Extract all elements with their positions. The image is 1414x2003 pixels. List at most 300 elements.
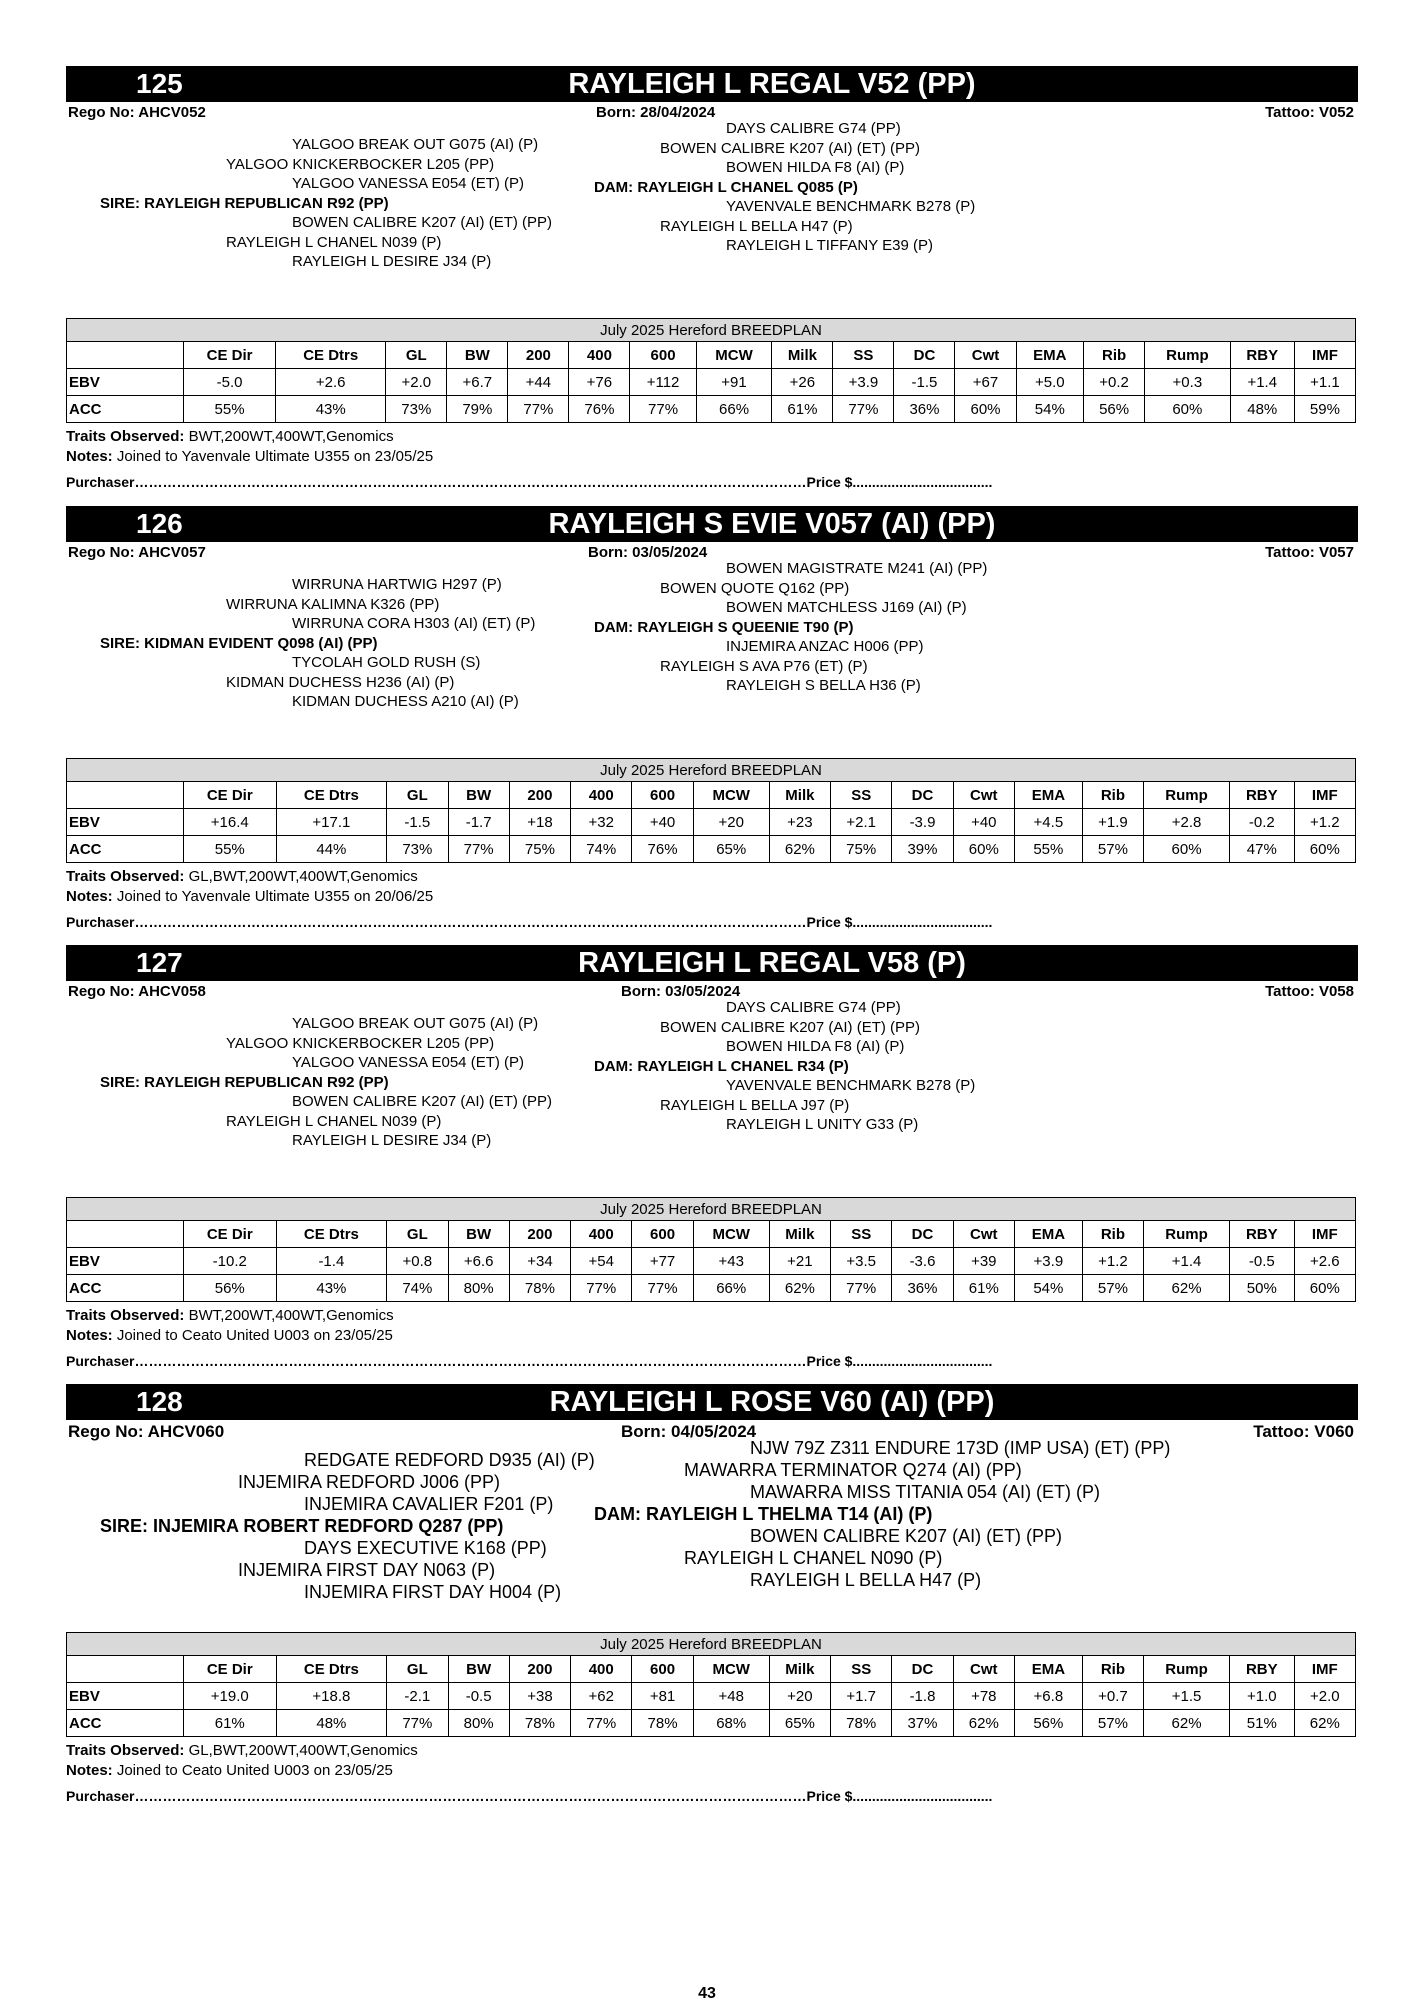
- sire-pedigree-line: REDGATE REDFORD D935 (AI) (P): [304, 1450, 595, 1470]
- trait-column-header: DC: [894, 342, 955, 369]
- sire-pedigree-line: INJEMIRA FIRST DAY H004 (P): [304, 1582, 562, 1602]
- ebv-value: +16.4: [184, 809, 277, 836]
- purchaser-price-line[interactable]: Purchaser………………………………………………………………………………………………………………………………Price $....................................: [66, 1788, 993, 1804]
- ebv-value: +0.2: [1084, 369, 1145, 396]
- page-number: 43: [698, 1985, 716, 2002]
- birth-date: Born: 28/04/2024: [596, 104, 716, 121]
- ebv-value: +26: [772, 369, 833, 396]
- acc-value: 60%: [1294, 1275, 1355, 1302]
- acc-value: 65%: [769, 1710, 830, 1737]
- traits-observed: [66, 1742, 418, 1759]
- trait-column-header: Cwt: [953, 1656, 1014, 1683]
- trait-column-header: BW: [448, 1656, 509, 1683]
- trait-column-header: DC: [892, 1221, 953, 1248]
- notes: [66, 448, 433, 465]
- lot-number: 125: [136, 68, 183, 99]
- sire-pedigree-line: WIRRUNA HARTWIG H297 (P): [292, 576, 502, 593]
- trait-column-header: IMF: [1294, 342, 1355, 369]
- traits-value: GL,BWT,200WT,400WT,Genomics: [188, 868, 418, 885]
- lot-title: RAYLEIGH S EVIE V057 (AI) (PP): [548, 508, 996, 540]
- ebv-value: +20: [769, 1683, 830, 1710]
- sire-pedigree-line: YALGOO VANESSA E054 (ET) (P): [292, 175, 525, 192]
- dam-pedigree-line: BOWEN HILDA F8 (AI) (P): [726, 159, 905, 176]
- rego-number: Rego No: AHCV060: [68, 1422, 225, 1441]
- sire-pedigree-line: RAYLEIGH L CHANEL N039 (P): [226, 1112, 442, 1130]
- trait-column-header: MCW: [693, 1656, 769, 1683]
- acc-value: 48%: [276, 1710, 387, 1737]
- sire-pedigree-line: YALGOO VANESSA E054 (ET) (P): [292, 1054, 525, 1071]
- sire-pedigree-line: RAYLEIGH L DESIRE J34 (P): [292, 1132, 492, 1149]
- row-label-ebv: EBV: [67, 1248, 184, 1275]
- acc-value: 60%: [1145, 396, 1231, 423]
- trait-column-header: SS: [831, 1656, 892, 1683]
- dam-pedigree-line: RAYLEIGH S AVA P76 (ET) (P): [660, 657, 868, 675]
- trait-column-header: BW: [447, 342, 508, 369]
- acc-value: 44%: [276, 836, 387, 863]
- trait-column-header: EMA: [1014, 1656, 1082, 1683]
- trait-column-header: 400: [569, 342, 630, 369]
- acc-value: 77%: [571, 1275, 632, 1302]
- dam-pedigree-line: INJEMIRA ANZAC H006 (PP): [726, 638, 924, 655]
- ebv-value: -10.2: [184, 1248, 277, 1275]
- traits-value: BWT,200WT,400WT,Genomics: [188, 428, 394, 445]
- trait-column-header: Milk: [769, 782, 830, 809]
- lot-number: 128: [136, 1386, 183, 1417]
- acc-value: 39%: [892, 836, 953, 863]
- trait-column-header: Rump: [1145, 342, 1231, 369]
- ebv-value: +91: [696, 369, 772, 396]
- ebv-value: +62: [571, 1683, 632, 1710]
- acc-value: 62%: [1144, 1710, 1230, 1737]
- sire-pedigree-line: SIRE: RAYLEIGH REPUBLICAN R92 (PP): [100, 1073, 389, 1091]
- trait-column-header: 400: [571, 1656, 632, 1683]
- lot-number: 126: [136, 508, 183, 539]
- rego-number: Rego No: AHCV058: [68, 983, 206, 1000]
- tattoo: Tattoo: V057: [1265, 544, 1354, 561]
- ebv-value: +40: [953, 809, 1014, 836]
- trait-column-header: Milk: [769, 1221, 830, 1248]
- trait-column-header: GL: [387, 782, 448, 809]
- registration-line: [66, 981, 1358, 1001]
- sire-pedigree-line: KIDMAN DUCHESS A210 (AI) (P): [292, 693, 519, 710]
- lot-title: RAYLEIGH L ROSE V60 (AI) (PP): [549, 1386, 995, 1418]
- acc-value: 56%: [184, 1275, 277, 1302]
- dam-pedigree-line: BOWEN CALIBRE K207 (AI) (ET) (PP): [750, 1526, 1063, 1546]
- sire-pedigree-line: YALGOO KNICKERBOCKER L205 (PP): [226, 1034, 495, 1052]
- lot-header: [66, 945, 1358, 981]
- ebv-value: +1.9: [1082, 809, 1143, 836]
- ebv-value: +44: [508, 369, 569, 396]
- row-label-ebv: EBV: [67, 369, 184, 396]
- trait-column-header: CE Dir: [184, 1656, 277, 1683]
- ebv-value: +4.5: [1014, 809, 1082, 836]
- ebv-value: +43: [693, 1248, 769, 1275]
- row-label-ebv: EBV: [67, 809, 184, 836]
- acc-value: 62%: [953, 1710, 1014, 1737]
- trait-column-header: Cwt: [953, 782, 1014, 809]
- notes-label: Notes:: [66, 448, 113, 465]
- acc-value: 62%: [1294, 1710, 1355, 1737]
- ebv-value: +2.1: [831, 809, 892, 836]
- lot-header: [66, 1384, 1358, 1420]
- ebv-value: +3.5: [831, 1248, 892, 1275]
- acc-value: 75%: [509, 836, 570, 863]
- traits-label: Traits Observed:: [66, 1307, 185, 1324]
- pedigree: [66, 122, 1358, 307]
- ebv-value: -5.0: [184, 369, 276, 396]
- birth-date: Born: 04/05/2024: [621, 1422, 757, 1441]
- ebv-value: -1.8: [892, 1683, 953, 1710]
- dam-pedigree-line: YAVENVALE BENCHMARK B278 (P): [726, 198, 976, 215]
- acc-value: 77%: [632, 1275, 693, 1302]
- acc-value: 57%: [1082, 1275, 1143, 1302]
- sire-pedigree-line: SIRE: INJEMIRA ROBERT REDFORD Q287 (PP): [100, 1516, 504, 1536]
- trait-column-header: Rump: [1144, 782, 1230, 809]
- dam-pedigree-line: DAM: RAYLEIGH S QUEENIE T90 (P): [594, 618, 854, 636]
- acc-value: 62%: [1144, 1275, 1230, 1302]
- ebv-value: +2.0: [386, 369, 447, 396]
- row-label-acc: ACC: [67, 396, 184, 423]
- acc-value: 73%: [387, 836, 448, 863]
- ebv-value: +6.6: [448, 1248, 509, 1275]
- acc-value: 43%: [276, 396, 386, 423]
- notes: [66, 1327, 393, 1344]
- dam-pedigree-line: DAYS CALIBRE G74 (PP): [726, 120, 901, 137]
- dam-pedigree-line: BOWEN CALIBRE K207 (AI) (ET) (PP): [660, 1018, 921, 1036]
- trait-column-header: GL: [387, 1656, 448, 1683]
- trait-column-header: Rump: [1144, 1656, 1230, 1683]
- trait-column-header: IMF: [1294, 1656, 1355, 1683]
- acc-value: 57%: [1082, 1710, 1143, 1737]
- ebv-value: +1.1: [1294, 369, 1355, 396]
- ebv-value: +6.8: [1014, 1683, 1082, 1710]
- ebv-value: +34: [509, 1248, 570, 1275]
- ebv-value: +1.2: [1082, 1248, 1143, 1275]
- acc-value: 80%: [448, 1275, 509, 1302]
- acc-value: 65%: [693, 836, 769, 863]
- ebv-value: +78: [953, 1683, 1014, 1710]
- breedplan-table: [66, 758, 1356, 863]
- ebv-value: -3.9: [892, 809, 953, 836]
- pedigree: [66, 1001, 1358, 1186]
- acc-value: 43%: [276, 1275, 387, 1302]
- ebv-value: +18.8: [276, 1683, 387, 1710]
- sire-pedigree-line: BOWEN CALIBRE K207 (AI) (ET) (PP): [292, 1093, 553, 1110]
- sire-pedigree-line: YALGOO BREAK OUT G075 (AI) (P): [292, 1015, 539, 1032]
- registration-line: [66, 542, 1358, 562]
- breedplan-caption: July 2025 Hereford BREEDPLAN: [67, 319, 1356, 342]
- ebv-value: +3.9: [1014, 1248, 1082, 1275]
- registration-line: [66, 1420, 1358, 1440]
- acc-value: 78%: [509, 1710, 570, 1737]
- sire-pedigree-line: WIRRUNA KALIMNA K326 (PP): [226, 595, 440, 613]
- birth-date: Born: 03/05/2024: [621, 983, 741, 1000]
- acc-value: 36%: [892, 1275, 953, 1302]
- ebv-value: +40: [632, 809, 693, 836]
- trait-column-header: RBY: [1230, 342, 1294, 369]
- trait-column-header: Rib: [1084, 342, 1145, 369]
- traits-label: Traits Observed:: [66, 868, 185, 885]
- birth-date: Born: 03/05/2024: [588, 544, 708, 561]
- acc-value: 54%: [1014, 1275, 1082, 1302]
- row-label-acc: ACC: [67, 1275, 184, 1302]
- trait-column-header: GL: [387, 1221, 448, 1248]
- acc-value: 59%: [1294, 396, 1355, 423]
- purchaser-price-line[interactable]: Purchaser………………………………………………………………………………………………………………………………Price $....................................: [66, 914, 993, 930]
- acc-value: 57%: [1082, 836, 1143, 863]
- registration-line: [66, 102, 1358, 122]
- ebv-value: +1.7: [831, 1683, 892, 1710]
- trait-column-header: 400: [571, 1221, 632, 1248]
- ebv-value: -2.1: [387, 1683, 448, 1710]
- notes-value: Joined to Yavenvale Ultimate U355 on 23/05/25: [116, 448, 434, 465]
- dam-pedigree-line: BOWEN CALIBRE K207 (AI) (ET) (PP): [660, 139, 921, 157]
- acc-value: 66%: [696, 396, 772, 423]
- sire-pedigree-line: KIDMAN DUCHESS H236 (AI) (P): [226, 673, 455, 691]
- lot-section: [66, 66, 1358, 490]
- trait-column-header: GL: [386, 342, 447, 369]
- trait-column-header: CE Dtrs: [276, 1656, 387, 1683]
- acc-value: 56%: [1014, 1710, 1082, 1737]
- notes-value: Joined to Yavenvale Ultimate U355 on 20/06/25: [116, 888, 434, 905]
- lot-section: [66, 506, 1358, 930]
- sire-pedigree-line: SIRE: RAYLEIGH REPUBLICAN R92 (PP): [100, 194, 389, 212]
- trait-column-header: RBY: [1230, 1221, 1295, 1248]
- acc-value: 76%: [632, 836, 693, 863]
- rego-number: Rego No: AHCV057: [68, 544, 206, 561]
- ebv-value: +1.4: [1144, 1248, 1230, 1275]
- acc-value: 79%: [447, 396, 508, 423]
- lot-title: RAYLEIGH L REGAL V58 (P): [578, 947, 966, 979]
- ebv-value: +19.0: [184, 1683, 277, 1710]
- sire-pedigree-line: INJEMIRA REDFORD J006 (PP): [238, 1472, 501, 1492]
- trait-column-header: IMF: [1294, 1221, 1355, 1248]
- notes-label: Notes:: [66, 888, 113, 905]
- lot-title: RAYLEIGH L REGAL V52 (PP): [568, 68, 976, 100]
- ebv-value: -0.2: [1230, 809, 1295, 836]
- acc-value: 77%: [630, 396, 696, 423]
- trait-column-header: MCW: [693, 782, 769, 809]
- ebv-value: +2.6: [1294, 1248, 1355, 1275]
- notes-value: Joined to Ceato United U003 on 23/05/25: [116, 1327, 393, 1344]
- ebv-value: +6.7: [447, 369, 508, 396]
- dam-pedigree-line: RAYLEIGH L BELLA H47 (P): [750, 1570, 982, 1590]
- ebv-value: +32: [571, 809, 632, 836]
- trait-column-header: MCW: [693, 1221, 769, 1248]
- traits-observed: [66, 1307, 394, 1324]
- pedigree: [66, 562, 1358, 747]
- trait-column-header: Cwt: [953, 1221, 1014, 1248]
- dam-pedigree-line: NJW 79Z Z311 ENDURE 173D (IMP USA) (ET) (PP): [750, 1438, 1171, 1458]
- acc-value: 55%: [184, 396, 276, 423]
- trait-column-header: 200: [509, 782, 570, 809]
- pedigree: [66, 1440, 1358, 1625]
- ebv-value: +2.0: [1294, 1683, 1355, 1710]
- ebv-value: -1.5: [387, 809, 448, 836]
- notes-label: Notes:: [66, 1327, 113, 1344]
- ebv-value: +39: [953, 1248, 1014, 1275]
- dam-pedigree-line: BOWEN HILDA F8 (AI) (P): [726, 1038, 905, 1055]
- purchaser-price-line[interactable]: Purchaser………………………………………………………………………………………………………………………………Price $....................................: [66, 474, 993, 490]
- lot-number: 127: [136, 947, 183, 978]
- trait-column-header: SS: [831, 782, 892, 809]
- ebv-value: +0.3: [1145, 369, 1231, 396]
- acc-value: 61%: [184, 1710, 277, 1737]
- trait-column-header: Rib: [1082, 1221, 1143, 1248]
- acc-value: 77%: [833, 396, 894, 423]
- trait-column-header: Cwt: [955, 342, 1016, 369]
- acc-value: 61%: [772, 396, 833, 423]
- ebv-value: -0.5: [1230, 1248, 1295, 1275]
- sire-pedigree-line: YALGOO KNICKERBOCKER L205 (PP): [226, 155, 495, 173]
- acc-value: 54%: [1016, 396, 1084, 423]
- acc-value: 62%: [769, 836, 830, 863]
- ebv-value: +81: [632, 1683, 693, 1710]
- notes-value: Joined to Ceato United U003 on 23/05/25: [116, 1762, 393, 1779]
- trait-column-header: DC: [892, 1656, 953, 1683]
- sire-pedigree-line: RAYLEIGH L DESIRE J34 (P): [292, 253, 492, 270]
- dam-pedigree-line: DAM: RAYLEIGH L CHANEL Q085 (P): [594, 178, 858, 196]
- dam-pedigree-line: RAYLEIGH L UNITY G33 (P): [726, 1116, 919, 1133]
- trait-column-header: 600: [632, 782, 693, 809]
- trait-column-header: BW: [448, 1221, 509, 1248]
- sire-pedigree-line: BOWEN CALIBRE K207 (AI) (ET) (PP): [292, 214, 553, 231]
- lot-header: [66, 66, 1358, 102]
- ebv-value: -3.6: [892, 1248, 953, 1275]
- notes-label: Notes:: [66, 1762, 113, 1779]
- ebv-value: +54: [571, 1248, 632, 1275]
- traits-observed: [66, 428, 394, 445]
- acc-value: 37%: [892, 1710, 953, 1737]
- trait-column-header: SS: [831, 1221, 892, 1248]
- acc-value: 55%: [1014, 836, 1082, 863]
- acc-value: 60%: [1294, 836, 1355, 863]
- traits-value: GL,BWT,200WT,400WT,Genomics: [188, 1742, 418, 1759]
- ebv-value: +3.9: [833, 369, 894, 396]
- traits-label: Traits Observed:: [66, 428, 185, 445]
- ebv-value: +18: [509, 809, 570, 836]
- dam-pedigree-line: MAWARRA TERMINATOR Q274 (AI) (PP): [684, 1460, 1022, 1480]
- breedplan-caption: July 2025 Hereford BREEDPLAN: [67, 1198, 1356, 1221]
- trait-column-header: MCW: [696, 342, 772, 369]
- trait-column-header: 400: [571, 782, 632, 809]
- trait-column-header: RBY: [1230, 782, 1295, 809]
- ebv-value: +48: [693, 1683, 769, 1710]
- sire-pedigree-line: TYCOLAH GOLD RUSH (S): [292, 654, 481, 671]
- sire-pedigree-line: SIRE: KIDMAN EVIDENT Q098 (AI) (PP): [100, 634, 378, 652]
- acc-value: 78%: [509, 1275, 570, 1302]
- acc-value: 78%: [831, 1710, 892, 1737]
- breedplan-caption: July 2025 Hereford BREEDPLAN: [67, 1633, 1356, 1656]
- acc-value: 36%: [894, 396, 955, 423]
- acc-value: 77%: [831, 1275, 892, 1302]
- dam-pedigree-line: RAYLEIGH L BELLA H47 (P): [660, 217, 853, 235]
- acc-value: 66%: [693, 1275, 769, 1302]
- ebv-value: +0.7: [1082, 1683, 1143, 1710]
- acc-value: 48%: [1230, 396, 1294, 423]
- dam-pedigree-line: DAM: RAYLEIGH L CHANEL R34 (P): [594, 1057, 849, 1075]
- lot-section: [66, 1384, 1358, 1804]
- acc-value: 61%: [953, 1275, 1014, 1302]
- trait-column-header: Milk: [772, 342, 833, 369]
- trait-column-header: CE Dir: [184, 342, 276, 369]
- dam-pedigree-line: MAWARRA MISS TITANIA 054 (AI) (ET) (P): [750, 1482, 1101, 1502]
- row-label-ebv: EBV: [67, 1683, 184, 1710]
- acc-value: 76%: [569, 396, 630, 423]
- acc-value: 62%: [769, 1275, 830, 1302]
- acc-value: 60%: [1144, 836, 1230, 863]
- ebv-value: +2.8: [1144, 809, 1230, 836]
- notes: [66, 888, 433, 905]
- sire-pedigree-line: YALGOO BREAK OUT G075 (AI) (P): [292, 136, 539, 153]
- trait-column-header: DC: [892, 782, 953, 809]
- ebv-value: -1.5: [894, 369, 955, 396]
- trait-column-header: 200: [509, 1656, 570, 1683]
- acc-value: 47%: [1230, 836, 1295, 863]
- acc-value: 77%: [571, 1710, 632, 1737]
- ebv-value: +112: [630, 369, 696, 396]
- ebv-value: +23: [769, 809, 830, 836]
- breedplan-table: [66, 1632, 1356, 1737]
- trait-column-header: SS: [833, 342, 894, 369]
- sire-pedigree-line: WIRRUNA CORA H303 (AI) (ET) (P): [292, 615, 536, 632]
- rego-number: Rego No: AHCV052: [68, 104, 206, 121]
- breedplan-table: [66, 1197, 1356, 1302]
- acc-value: 51%: [1230, 1710, 1295, 1737]
- trait-column-header: CE Dtrs: [276, 342, 386, 369]
- ebv-value: +76: [569, 369, 630, 396]
- traits-value: BWT,200WT,400WT,Genomics: [188, 1307, 394, 1324]
- ebv-value: +17.1: [276, 809, 387, 836]
- acc-value: 77%: [387, 1710, 448, 1737]
- acc-value: 74%: [387, 1275, 448, 1302]
- trait-column-header: BW: [448, 782, 509, 809]
- purchaser-price-line[interactable]: Purchaser………………………………………………………………………………………………………………………………Price $....................................: [66, 1353, 993, 1369]
- row-label-acc: ACC: [67, 1710, 184, 1737]
- ebv-value: +1.5: [1144, 1683, 1230, 1710]
- traits-observed: [66, 868, 418, 885]
- ebv-value: +77: [632, 1248, 693, 1275]
- ebv-value: +38: [509, 1683, 570, 1710]
- trait-column-header: Rib: [1082, 782, 1143, 809]
- trait-column-header: CE Dir: [184, 782, 277, 809]
- trait-column-header: EMA: [1016, 342, 1084, 369]
- dam-pedigree-line: YAVENVALE BENCHMARK B278 (P): [726, 1077, 976, 1094]
- ebv-value: +1.4: [1230, 369, 1294, 396]
- dam-pedigree-line: BOWEN MAGISTRATE M241 (AI) (PP): [726, 560, 988, 577]
- notes: [66, 1762, 393, 1779]
- trait-column-header: 200: [509, 1221, 570, 1248]
- ebv-value: +1.2: [1294, 809, 1355, 836]
- ebv-value: +1.0: [1230, 1683, 1295, 1710]
- ebv-value: +20: [693, 809, 769, 836]
- ebv-value: -1.4: [276, 1248, 387, 1275]
- acc-value: 78%: [632, 1710, 693, 1737]
- ebv-value: +21: [769, 1248, 830, 1275]
- dam-pedigree-line: BOWEN MATCHLESS J169 (AI) (P): [726, 599, 967, 616]
- acc-value: 50%: [1230, 1275, 1295, 1302]
- sire-pedigree-line: INJEMIRA FIRST DAY N063 (P): [238, 1560, 496, 1580]
- trait-column-header: 600: [630, 342, 696, 369]
- tattoo: Tattoo: V052: [1265, 104, 1354, 121]
- ebv-value: +67: [955, 369, 1016, 396]
- ebv-value: +0.8: [387, 1248, 448, 1275]
- acc-value: 74%: [571, 836, 632, 863]
- dam-pedigree-line: RAYLEIGH L BELLA J97 (P): [660, 1096, 850, 1114]
- breedplan-table: [66, 318, 1356, 423]
- trait-column-header: CE Dtrs: [276, 1221, 387, 1248]
- acc-value: 60%: [955, 396, 1016, 423]
